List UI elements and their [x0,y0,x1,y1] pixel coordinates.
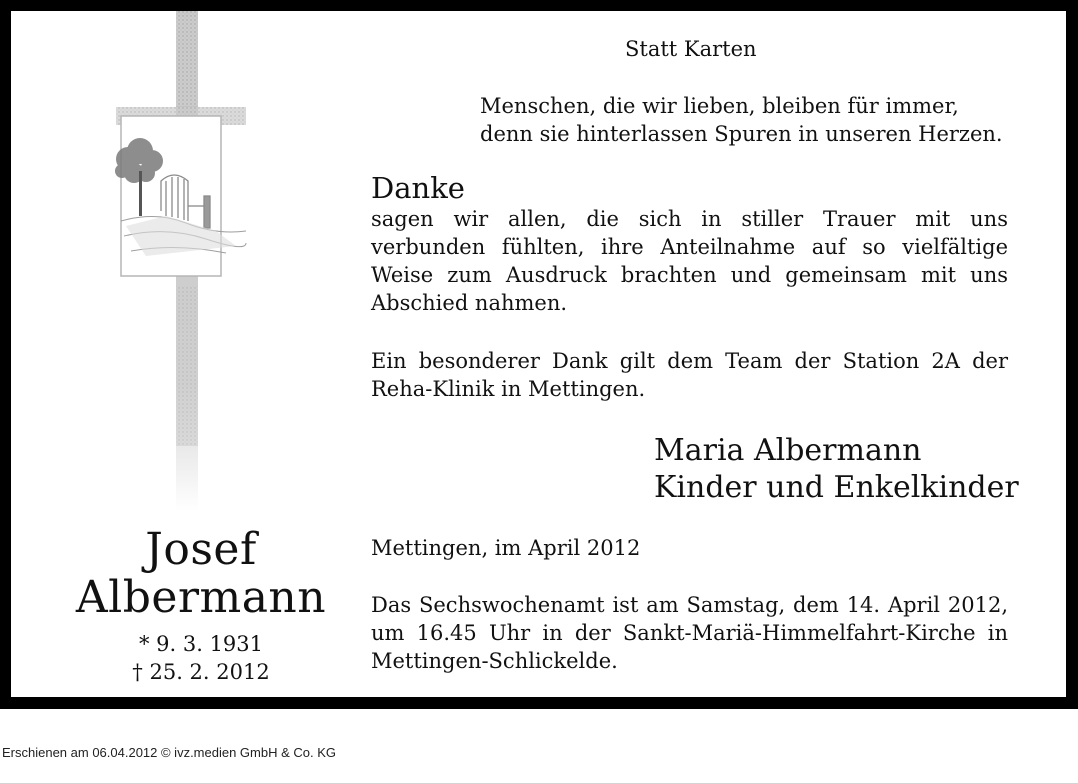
quote-line-1: Menschen, die wir lieben, bleiben für immer, [480,94,959,118]
notice-panel [11,11,1066,697]
thanks-line-3: Weise zum Ausdruck brachten und gemeinsam mit uns [371,263,1008,287]
thanks-line-4: Abschied nahmen. [371,291,568,315]
deceased-block [51,526,351,686]
mass-line-2: um 16.45 Uhr in der Sankt-Mariä-Himmelfahrt-Kirche in [371,621,1008,645]
cross-illustration [106,11,256,511]
deceased-last-name: Albermann [75,572,327,623]
special-thanks-line-2: Reha-Klinik in Mettingen. [371,377,646,401]
thanks-line-2: verbunden fühlten, ihre Anteilnahme auf so vielfältige [371,235,1008,259]
mass-line-3: Mettingen-Schlickelde. [371,649,618,673]
birth-date: * 9. 3. 1931 [138,632,264,656]
publication-footer: Erschienen am 06.04.2012 © ivz.medien GmbH & Co. KG [2,745,337,760]
signer-family: Kinder und Enkelkinder [654,470,1019,505]
mass-line-1: Das Sechswochenamt ist am Samstag, dem 14. April 2012, [371,593,1008,617]
thanks-heading: Danke [371,171,465,205]
deceased-first-name: Josef [145,524,257,575]
signer-name: Maria Albermann [654,433,922,468]
death-date: † 25. 2. 2012 [132,660,270,684]
quote-line-2: denn sie hinterlassen Spuren in unseren Herzen. [480,122,1003,146]
notice-header: Statt Karten [625,37,757,61]
special-thanks-line-1: Ein besonderer Dank gilt dem Team der Station 2A der [371,349,1008,373]
place-date: Mettingen, im April 2012 [371,536,641,560]
thanks-line-1: sagen wir allen, die sich in stiller Trauer mit uns [371,207,1008,231]
